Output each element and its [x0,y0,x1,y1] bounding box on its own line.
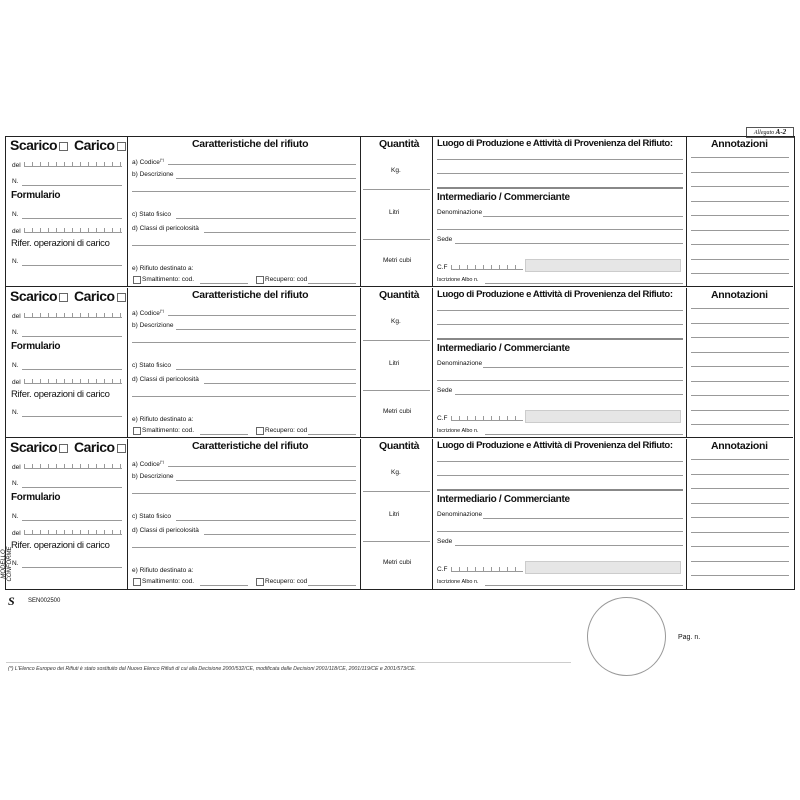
date-label: del [12,313,21,320]
litri-field[interactable] [363,390,430,391]
notes-line[interactable] [691,410,789,411]
formulario-number-label: N. [12,513,19,520]
luogo-line-1[interactable] [437,461,683,462]
register-entry [6,439,793,589]
stato-fisico-label: c) Stato fisico [132,362,172,369]
scarico-checkbox[interactable] [59,142,68,151]
recupero-label: Recupero: cod [265,276,308,283]
recupero-field[interactable] [308,434,356,435]
metri-cubi-label: Metri cubi [383,559,412,566]
movement-column [6,137,128,286]
intermediario-heading: Intermediario / Commerciante [437,494,570,505]
rifer-number-field[interactable] [22,416,122,417]
notes-line[interactable] [691,395,789,396]
classi-label: d) Classi di pericolosità [132,527,199,534]
luogo-divider [437,338,683,340]
descrizione-line-2[interactable] [132,191,356,192]
kg-field[interactable] [363,491,430,492]
caratteristiche-heading: Caratteristiche del rifiuto [192,289,309,301]
luogo-line-1[interactable] [437,159,683,160]
footnote: (*) L'Elenco Europeo dei Rifiuti è stato sostituito dal Nuovo Elenco Rifiuti di cui alla Decisione 2000/532/CE, modificata dalle Decisioni 2001/118/CE, 2001/119/CE e 2001/573/CE. [8,666,416,672]
notes-line[interactable] [691,172,789,173]
cf-shaded-field[interactable] [525,410,681,423]
formulario-label: Formulario [11,341,61,352]
notes-line[interactable] [691,186,789,187]
page-number-label: Pag. n. [678,634,701,641]
notes-line[interactable] [691,424,789,425]
notes-line[interactable] [691,323,789,324]
date-label: del [12,464,21,471]
date-field[interactable] [24,311,122,318]
classi-field[interactable] [204,534,356,535]
notes-line[interactable] [691,308,789,309]
number-label: N. [12,480,19,487]
sede-label: Sede [437,236,453,243]
carico-checkbox[interactable] [117,444,126,453]
denominazione-line-2[interactable] [437,531,683,532]
notes-line[interactable] [691,337,789,338]
recupero-checkbox[interactable] [256,427,264,435]
formulario-number-field[interactable] [22,520,122,521]
origin-column [433,439,687,589]
notes-line[interactable] [691,259,789,260]
luogo-line-2[interactable] [437,324,683,325]
quantita-heading: Quantità [379,440,420,452]
annotazioni-heading: Annotazioni [711,289,768,301]
formulario-date-label: del [12,530,21,537]
intermediario-heading: Intermediario / Commerciante [437,192,570,203]
luogo-heading: Luogo di Produzione e Attività di Provenienza del Rifiuto: [437,440,673,451]
denominazione-label: Denominazione [437,209,483,216]
litri-label: Litri [389,511,400,518]
notes-line[interactable] [691,503,789,504]
scarico-checkbox[interactable] [59,293,68,302]
carico-label: Carico [74,137,115,153]
formulario-number-label: N. [12,211,19,218]
litri-label: Litri [389,209,400,216]
scarico-label: Scarico [10,137,58,153]
register-entry [6,137,793,287]
notes-column [687,137,793,286]
stato-fisico-field[interactable] [176,218,356,219]
notes-line[interactable] [691,532,789,533]
carico-checkbox[interactable] [117,142,126,151]
denominazione-label: Denominazione [437,360,483,367]
notes-line[interactable] [691,517,789,518]
codice-field[interactable] [168,466,356,467]
codice-note: (*) [159,459,165,464]
iscrizione-label: Iscrizione Albo n. [437,277,479,283]
waste-characteristics-column [128,288,361,437]
formulario-date-label: del [12,379,21,386]
notes-line[interactable] [691,488,789,489]
formulario-number-label: N. [12,362,19,369]
scarico-label: Scarico [10,288,58,304]
iscrizione-label: Iscrizione Albo n. [437,579,479,585]
formulario-number-field[interactable] [22,218,122,219]
number-label: N. [12,178,19,185]
cf-field[interactable] [451,263,523,270]
litri-field[interactable] [363,541,430,542]
classi-line-2[interactable] [132,396,356,397]
denominazione-field[interactable] [483,367,683,368]
denominazione-field[interactable] [483,518,683,519]
smaltimento-field[interactable] [200,283,248,284]
formulario-date-field[interactable] [24,377,122,384]
codice-field[interactable] [168,315,356,316]
recupero-label: Recupero: cod [265,578,308,585]
sede-label: Sede [437,387,453,394]
luogo-divider [437,187,683,189]
rifer-number-label: N. [12,560,19,567]
luogo-divider [437,489,683,491]
iscrizione-field[interactable] [485,434,683,435]
stato-fisico-field[interactable] [176,369,356,370]
classi-field[interactable] [204,383,356,384]
iscrizione-label: Iscrizione Albo n. [437,428,479,434]
movement-column [6,439,128,589]
carico-label: Carico [74,439,115,455]
notes-line[interactable] [691,546,789,547]
formulario-date-field[interactable] [24,528,122,535]
formulario-label: Formulario [11,492,61,503]
origin-column [433,288,687,437]
descrizione-line-2[interactable] [132,342,356,343]
classi-label: d) Classi di pericolosità [132,225,199,232]
register-form [5,136,795,590]
formulario-date-field[interactable] [24,226,122,233]
formulario-date-label: del [12,228,21,235]
classi-line-2[interactable] [132,245,356,246]
quantity-column [361,137,433,286]
footnote-divider [6,662,571,663]
date-label: del [12,162,21,169]
descrizione-field[interactable] [176,178,356,179]
waste-characteristics-column [128,439,361,589]
notes-line[interactable] [691,381,789,382]
stato-fisico-label: c) Stato fisico [132,211,172,218]
stato-fisico-label: c) Stato fisico [132,513,172,520]
stamp-circle [587,597,666,676]
intermediario-heading: Intermediario / Commerciante [437,343,570,354]
formulario-number-field[interactable] [22,369,122,370]
descrizione-label: b) Descrizione [132,171,174,178]
carico-checkbox[interactable] [117,293,126,302]
rifer-number-field[interactable] [22,567,122,568]
waste-characteristics-column [128,137,361,286]
codice-label: a) Codice [132,461,160,469]
quantita-heading: Quantità [379,289,420,301]
codice-label: a) Codice [132,310,160,318]
number-field[interactable] [22,336,122,337]
number-field[interactable] [22,487,122,488]
scarico-checkbox[interactable] [59,444,68,453]
classi-field[interactable] [204,232,356,233]
origin-column [433,137,687,286]
cf-label: C.F [437,264,448,271]
destinato-label: e) Rifiuto destinato a: [132,567,194,574]
cf-shaded-field[interactable] [525,259,681,272]
destinato-label: e) Rifiuto destinato a: [132,416,194,423]
codice-field[interactable] [168,164,356,165]
notes-line[interactable] [691,230,789,231]
formulario-label: Formulario [11,190,61,201]
iscrizione-field[interactable] [485,283,683,284]
quantity-column [361,439,433,589]
logo: S [8,594,15,608]
cf-label: C.F [437,566,448,573]
recupero-checkbox[interactable] [256,276,264,284]
notes-line[interactable] [691,575,789,576]
caratteristiche-heading: Caratteristiche del rifiuto [192,138,309,150]
descrizione-label: b) Descrizione [132,473,174,480]
luogo-heading: Luogo di Produzione e Attività di Provenienza del Rifiuto: [437,289,673,300]
metri-cubi-label: Metri cubi [383,257,412,264]
sede-field[interactable] [455,243,683,244]
codice-note: (*) [159,308,165,313]
smaltimento-checkbox[interactable] [133,276,141,284]
date-field[interactable] [24,160,122,167]
denominazione-line-2[interactable] [437,229,683,230]
stato-fisico-field[interactable] [176,520,356,521]
classi-label: d) Classi di pericolosità [132,376,199,383]
smaltimento-field[interactable] [200,585,248,586]
kg-field[interactable] [363,189,430,190]
destinato-label: e) Rifiuto destinato a: [132,265,194,272]
notes-line[interactable] [691,459,789,460]
notes-column [687,439,793,589]
quantita-heading: Quantità [379,138,420,150]
smaltimento-label: Smaltimento: cod. [142,427,195,434]
product-code: SEN002500 [28,598,61,604]
smaltimento-label: Smaltimento: cod. [142,578,195,585]
notes-line[interactable] [691,201,789,202]
cf-shaded-field[interactable] [525,561,681,574]
rifer-label: Rifer. operazioni di carico [11,389,110,400]
number-field[interactable] [22,185,122,186]
notes-line[interactable] [691,366,789,367]
luogo-line-1[interactable] [437,310,683,311]
rifer-number-label: N. [12,409,19,416]
notes-column [687,288,793,437]
kg-label: Kg. [391,167,401,174]
luogo-line-2[interactable] [437,173,683,174]
rifer-label: Rifer. operazioni di carico [11,540,110,551]
recupero-field[interactable] [308,585,356,586]
smaltimento-label: Smaltimento: cod. [142,276,195,283]
descrizione-field[interactable] [176,329,356,330]
smaltimento-checkbox[interactable] [133,578,141,586]
luogo-line-2[interactable] [437,475,683,476]
scarico-label: Scarico [10,439,58,455]
attachment-tag-text: Allegato [753,130,775,136]
cf-label: C.F [437,415,448,422]
notes-line[interactable] [691,215,789,216]
rifer-number-field[interactable] [22,265,122,266]
sede-field[interactable] [455,394,683,395]
denominazione-line-2[interactable] [437,380,683,381]
caratteristiche-heading: Caratteristiche del rifiuto [192,440,309,452]
smaltimento-field[interactable] [200,434,248,435]
iscrizione-field[interactable] [485,585,683,586]
notes-line[interactable] [691,157,789,158]
cf-field[interactable] [451,565,523,572]
rifer-label: Rifer. operazioni di carico [11,238,110,249]
codice-note: (*) [159,157,165,162]
attachment-tag-code: A-2 [775,128,787,136]
denominazione-label: Denominazione [437,511,483,518]
metri-cubi-label: Metri cubi [383,408,412,415]
register-entry [6,288,793,438]
notes-line[interactable] [691,561,789,562]
movement-column [6,288,128,437]
litri-label: Litri [389,360,400,367]
classi-line-2[interactable] [132,547,356,548]
side-text: MODELLO CONFORME [1,546,13,582]
litri-field[interactable] [363,239,430,240]
rifer-number-label: N. [12,258,19,265]
sede-label: Sede [437,538,453,545]
cf-field[interactable] [451,414,523,421]
luogo-heading: Luogo di Produzione e Attività di Provenienza del Rifiuto: [437,138,673,149]
number-label: N. [12,329,19,336]
descrizione-line-2[interactable] [132,493,356,494]
annotazioni-heading: Annotazioni [711,440,768,452]
kg-label: Kg. [391,469,401,476]
date-field[interactable] [24,462,122,469]
notes-line[interactable] [691,273,789,274]
denominazione-field[interactable] [483,216,683,217]
quantity-column [361,288,433,437]
recupero-field[interactable] [308,283,356,284]
carico-label: Carico [74,288,115,304]
descrizione-field[interactable] [176,480,356,481]
smaltimento-checkbox[interactable] [133,427,141,435]
kg-field[interactable] [363,340,430,341]
notes-line[interactable] [691,352,789,353]
codice-label: a) Codice [132,159,160,167]
descrizione-label: b) Descrizione [132,322,174,329]
recupero-checkbox[interactable] [256,578,264,586]
sede-field[interactable] [455,545,683,546]
notes-line[interactable] [691,244,789,245]
kg-label: Kg. [391,318,401,325]
notes-line[interactable] [691,474,789,475]
annotazioni-heading: Annotazioni [711,138,768,150]
recupero-label: Recupero: cod [265,427,308,434]
